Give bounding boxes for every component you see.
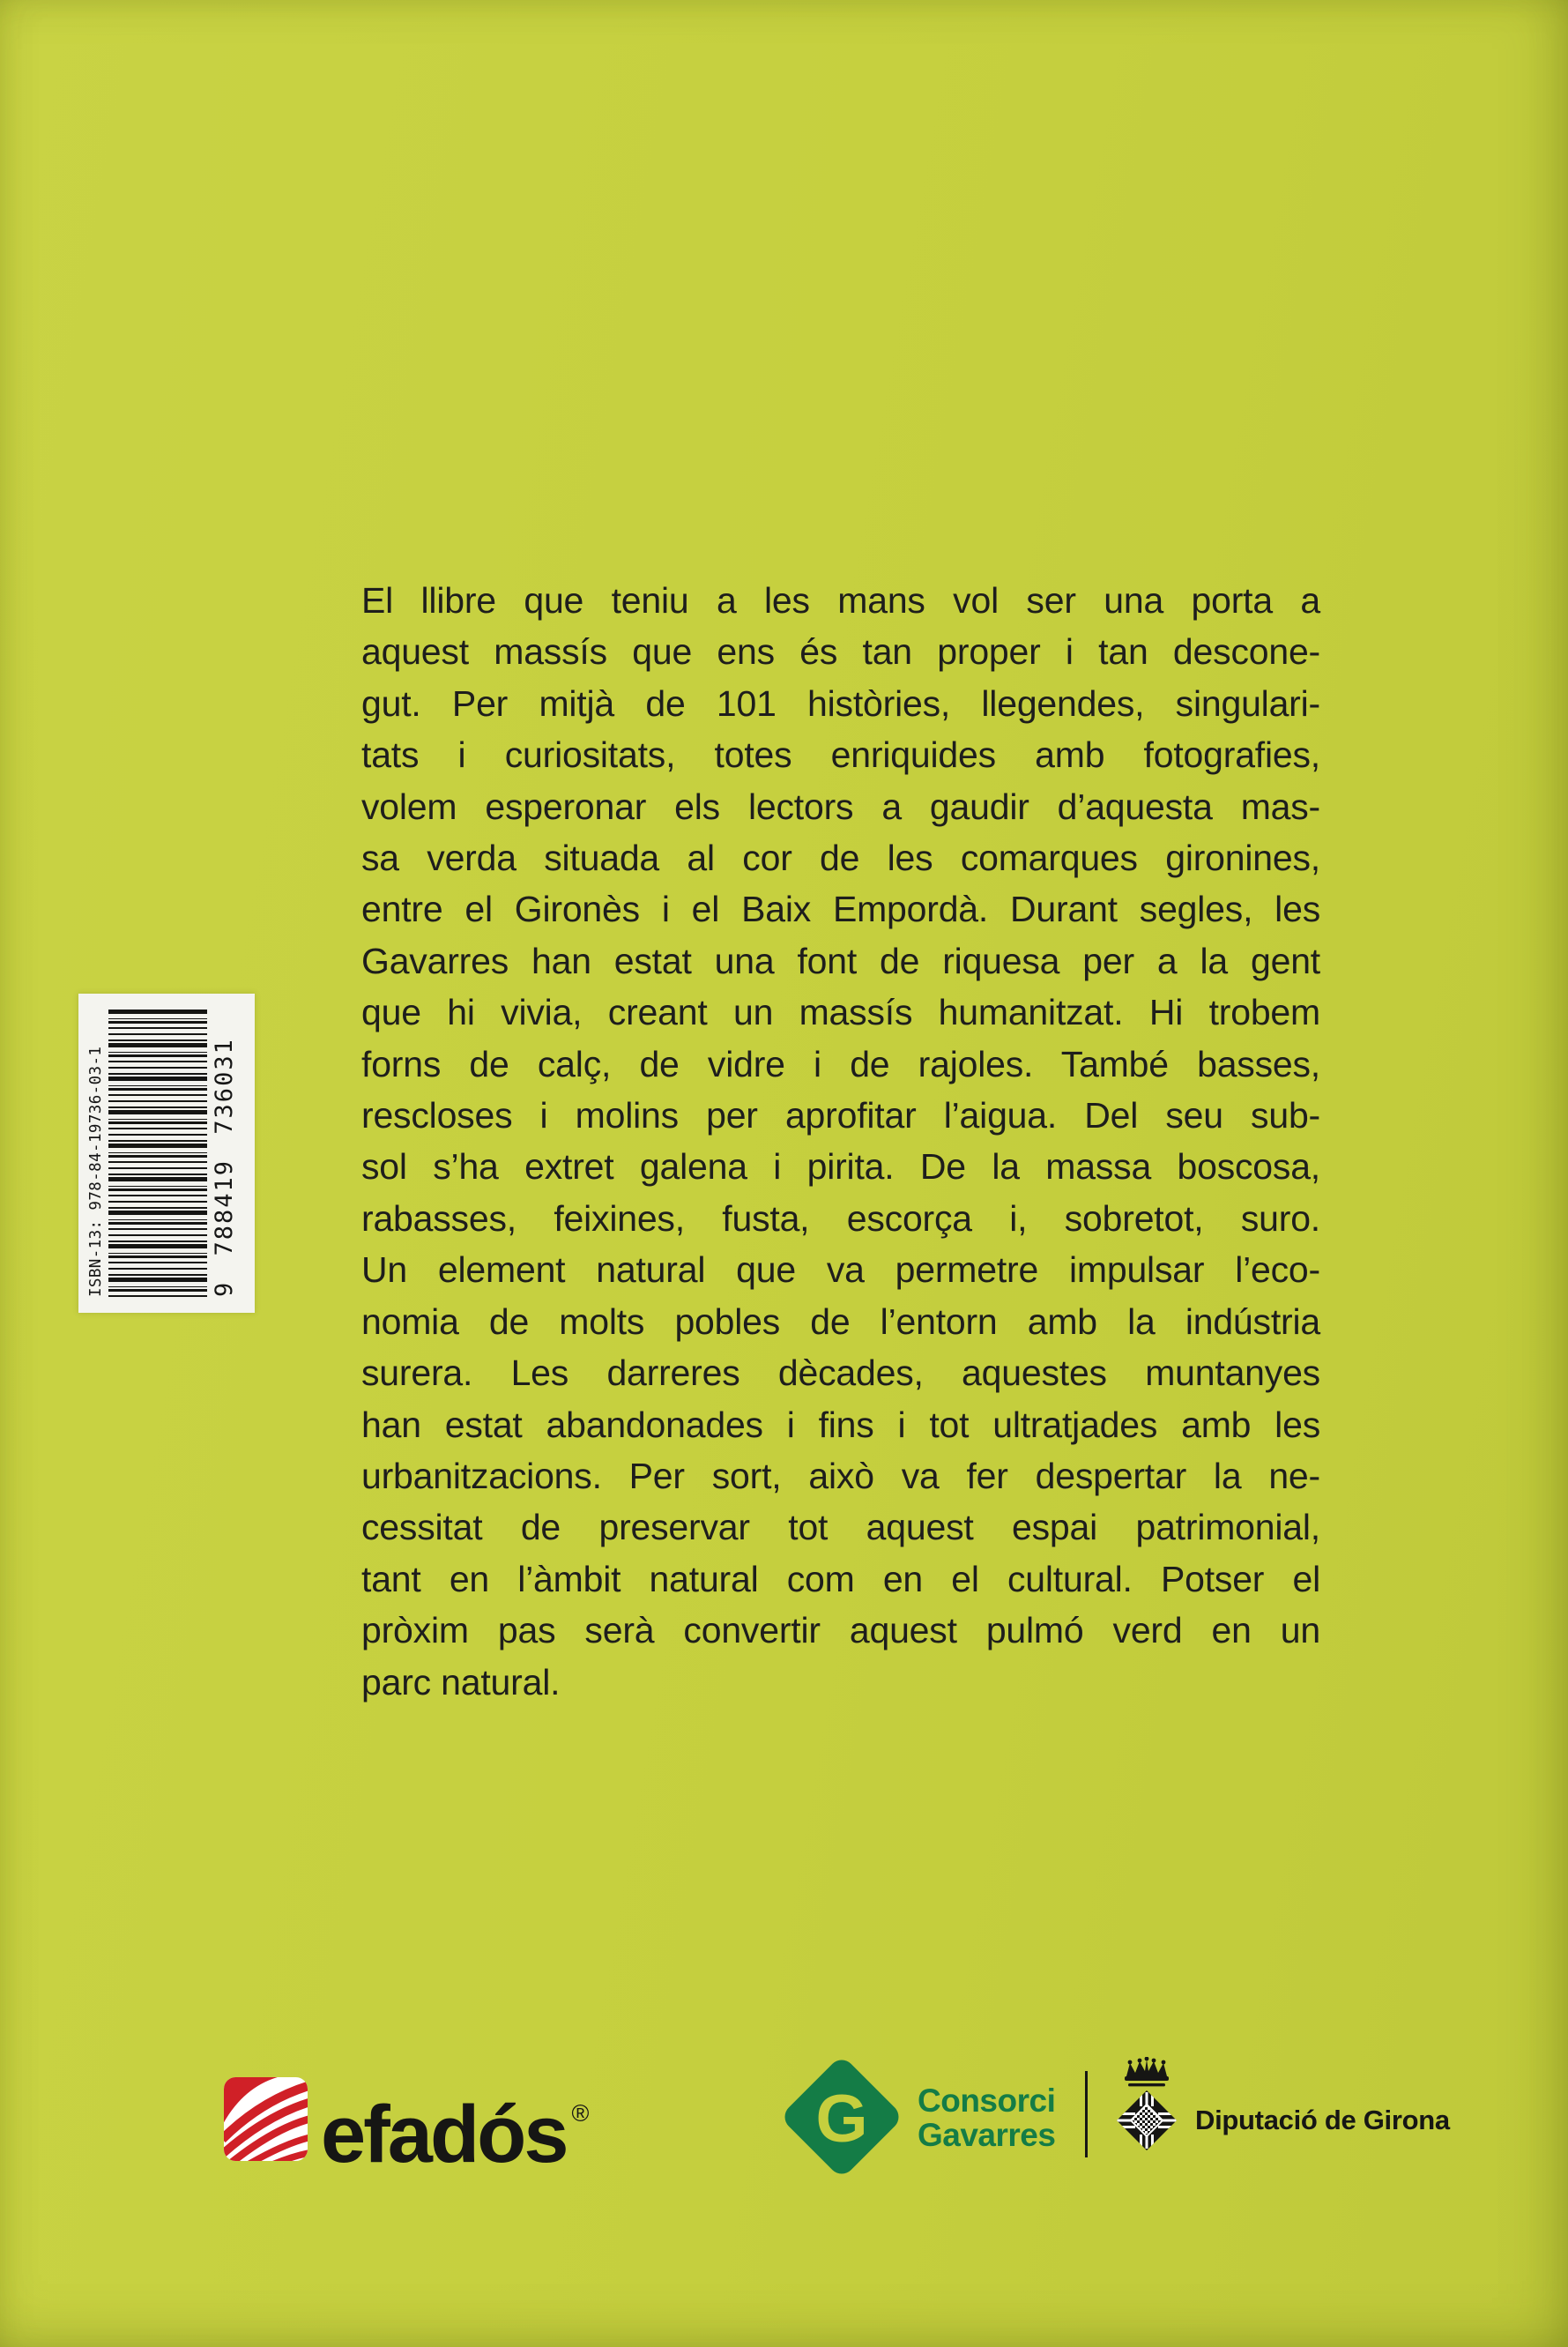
consorci-gavarres-label [918, 2083, 1055, 2152]
text-line: forns de calç, de vidre i de rajoles. També basses, [361, 1043, 1320, 1084]
efados-wordmark [321, 2074, 590, 2179]
consorci-label-line1: Consorci [918, 2082, 1056, 2119]
isbn-number: ISBN-13: 978-84-19736-03-1 [87, 1046, 105, 1297]
text-line: volem esperonar els lectors a gaudir d’aquesta mas- [361, 786, 1320, 827]
consorci-label-line2: Gavarres [918, 2117, 1056, 2153]
isbn-barcode-rotated-content [78, 994, 255, 1313]
efados-name: efadós [321, 2090, 567, 2179]
diputacio-girona-crest-icon [1116, 2057, 1178, 2154]
text-line: Gavarres han estat una font de riquesa per a la gent [361, 940, 1320, 981]
registered-trademark-icon: ® [571, 2100, 590, 2127]
text-line: gut. Per mitjà de 101 històries, llegendes, singulari- [361, 682, 1320, 724]
text-line: cessitat de preservar tot aquest espai patrimonial, [361, 1507, 1320, 1548]
text-line: Un element natural que va permetre impulsar l’eco- [361, 1249, 1320, 1291]
consorci-g-letter: G [815, 2082, 868, 2157]
consorci-gavarres-diamond-icon [779, 2054, 904, 2179]
text-line: parc natural. [361, 1661, 561, 1703]
text-line: rabasses, feixines, fusta, escorça i, sobretot, suro. [361, 1197, 1320, 1239]
text-line: surera. Les darreres dècades, aquestes muntanyes [361, 1352, 1320, 1394]
back-cover-text [361, 575, 1320, 1708]
text-line: que hi vivia, creant un massís humanitzat. Hi trobem [361, 992, 1320, 1033]
text-line: El llibre que teniu a les mans vol ser una porta a [361, 580, 1320, 621]
text-line: urbanitzacions. Per sort, això va fer despertar la ne- [361, 1455, 1320, 1496]
text-line: sol s’ha extret galena i pirita. De la massa boscosa, [361, 1146, 1320, 1188]
barcode-bars-icon [108, 1010, 207, 1297]
text-line: nomia de molts pobles de l’entorn amb la indústria [361, 1300, 1320, 1342]
text-line: sa verda situada al cor de les comarques gironines, [361, 838, 1320, 879]
diputacio-girona-label: Diputació de Girona [1195, 2105, 1450, 2135]
text-line: entre el Gironès i el Baix Empordà. Durant segles, les [361, 889, 1320, 930]
text-line: pròxim pas serà convertir aquest pulmó verd en un [361, 1610, 1320, 1651]
isbn-barcode-label [78, 994, 255, 1313]
logo-divider [1085, 2071, 1088, 2157]
text-line: han estat abandonades i fins i tot ultratjades amb les [361, 1404, 1320, 1445]
text-line: aquest massís que ens és tan proper i tan descone- [361, 631, 1320, 673]
text-line: tats i curiositats, totes enriquides amb fotografies, [361, 734, 1320, 776]
text-line: rescloses i molins per aprofitar l’aigua. Del seu sub- [361, 1095, 1320, 1136]
efados-logo-icon [224, 2076, 308, 2162]
text-line: tant en l’àmbit natural com en el cultural. Potser el [361, 1558, 1320, 1599]
ean-digits: 9 788419 736031 [211, 1038, 238, 1297]
